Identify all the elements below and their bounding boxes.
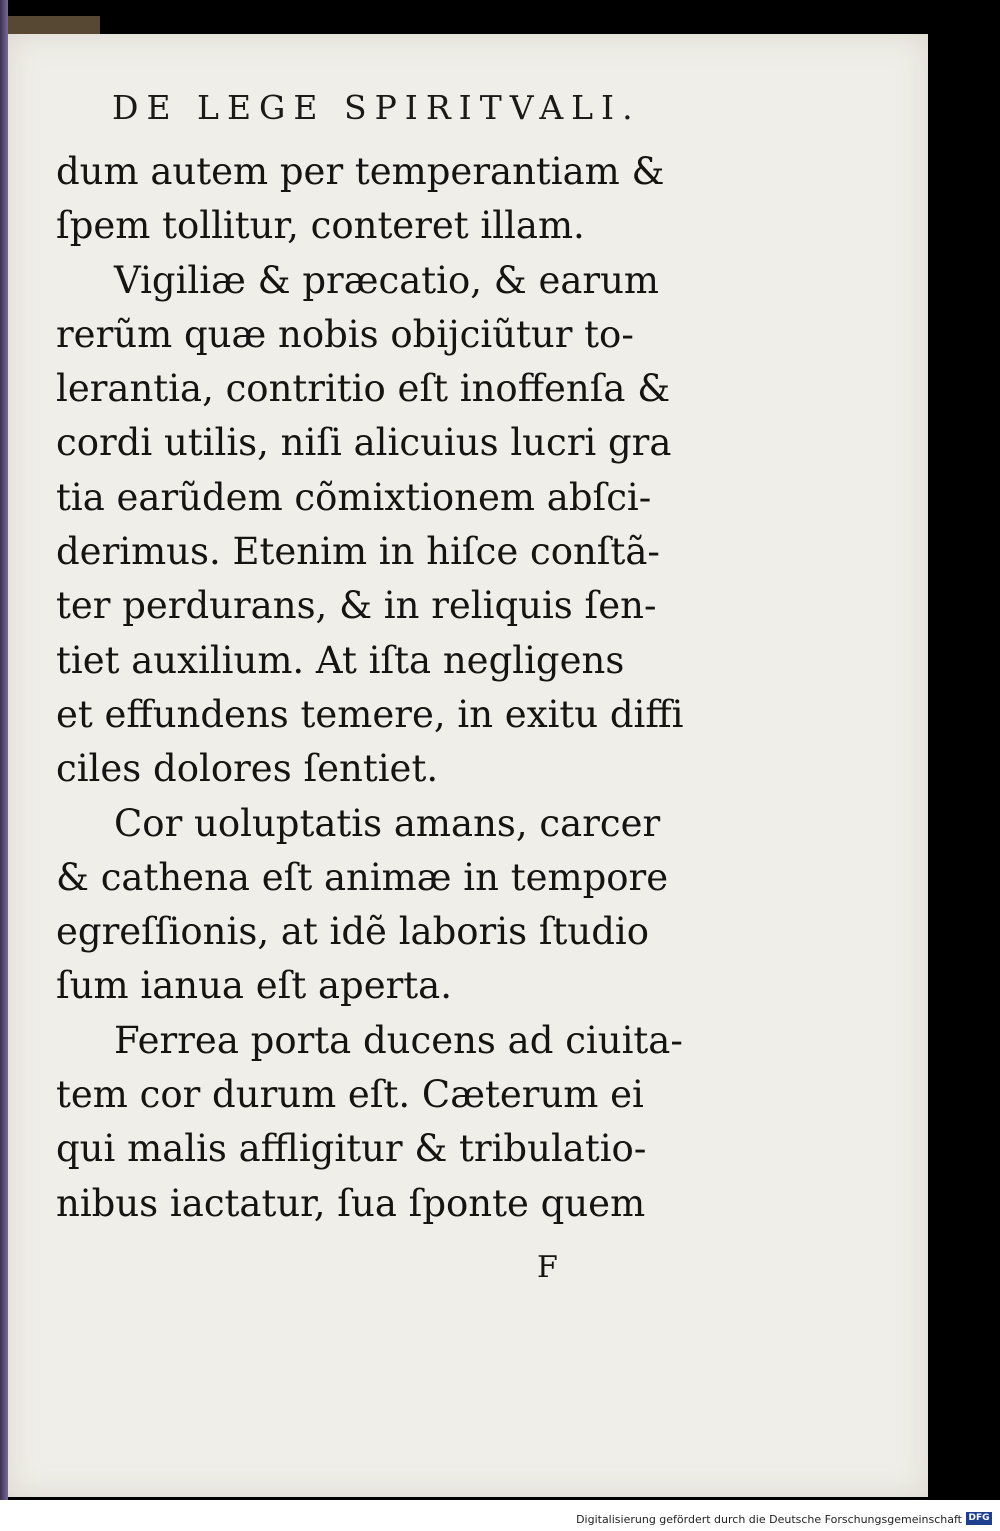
text-line: qui malis affligitur & tribulatio- [56,1127,647,1171]
text-line: Cor uoluptatis amans, carcer [114,801,661,845]
text-line: cordi utilis, niſi alicuius lucri gra [56,421,672,465]
text-line: rerũm quæ nobis obijciũtur to- [56,312,634,356]
text-line: ter perdurans, & in reliquis ſen- [56,584,657,628]
text-line: ſum ianua eſt aperta. [56,964,452,1008]
signature-mark: F [537,1250,558,1285]
text-line: tia earũdem cõmixtionem abſci- [56,475,652,519]
body-text [56,145,686,1231]
text-line: dum autem per temperantiam & [56,150,665,193]
text-line: & cathena eſt animæ in tempore [56,855,669,899]
text-line: Ferrea porta ducens ad ciuita- [114,1018,683,1062]
text-line: nibus iactatur, ſua ſponte quem [56,1181,646,1225]
page-edge-mark [8,16,100,34]
text-line: derimus. Etenim in hiſce conſtã- [56,530,660,574]
text-line: et effundens temere, in exitu diffi [56,692,684,736]
dfg-logo-icon: DFG [966,1512,992,1525]
text-line: Vigiliæ & præcatio, & earum [114,258,660,302]
text-line: tem cor durum eſt. Cæterum ei [56,1073,644,1117]
text-line: tiet auxilium. At iſta negligens [56,638,625,682]
footer-credit: Digitalisierung gefördert durch die Deutsche Forschungsgemeinschaft [576,1513,962,1526]
text-line: lerantia, contritio eſt inoffenſa & [56,367,671,411]
running-head: DE LEGE SPIRITVALI. [112,88,641,127]
text-line: egreſſionis, at idẽ laboris ſtudio [56,910,650,954]
text-line: ſpem tollitur, conteret illam. [56,204,585,248]
text-line: ciles dolores ſentiet. [56,747,439,791]
book-edge [0,0,8,1500]
